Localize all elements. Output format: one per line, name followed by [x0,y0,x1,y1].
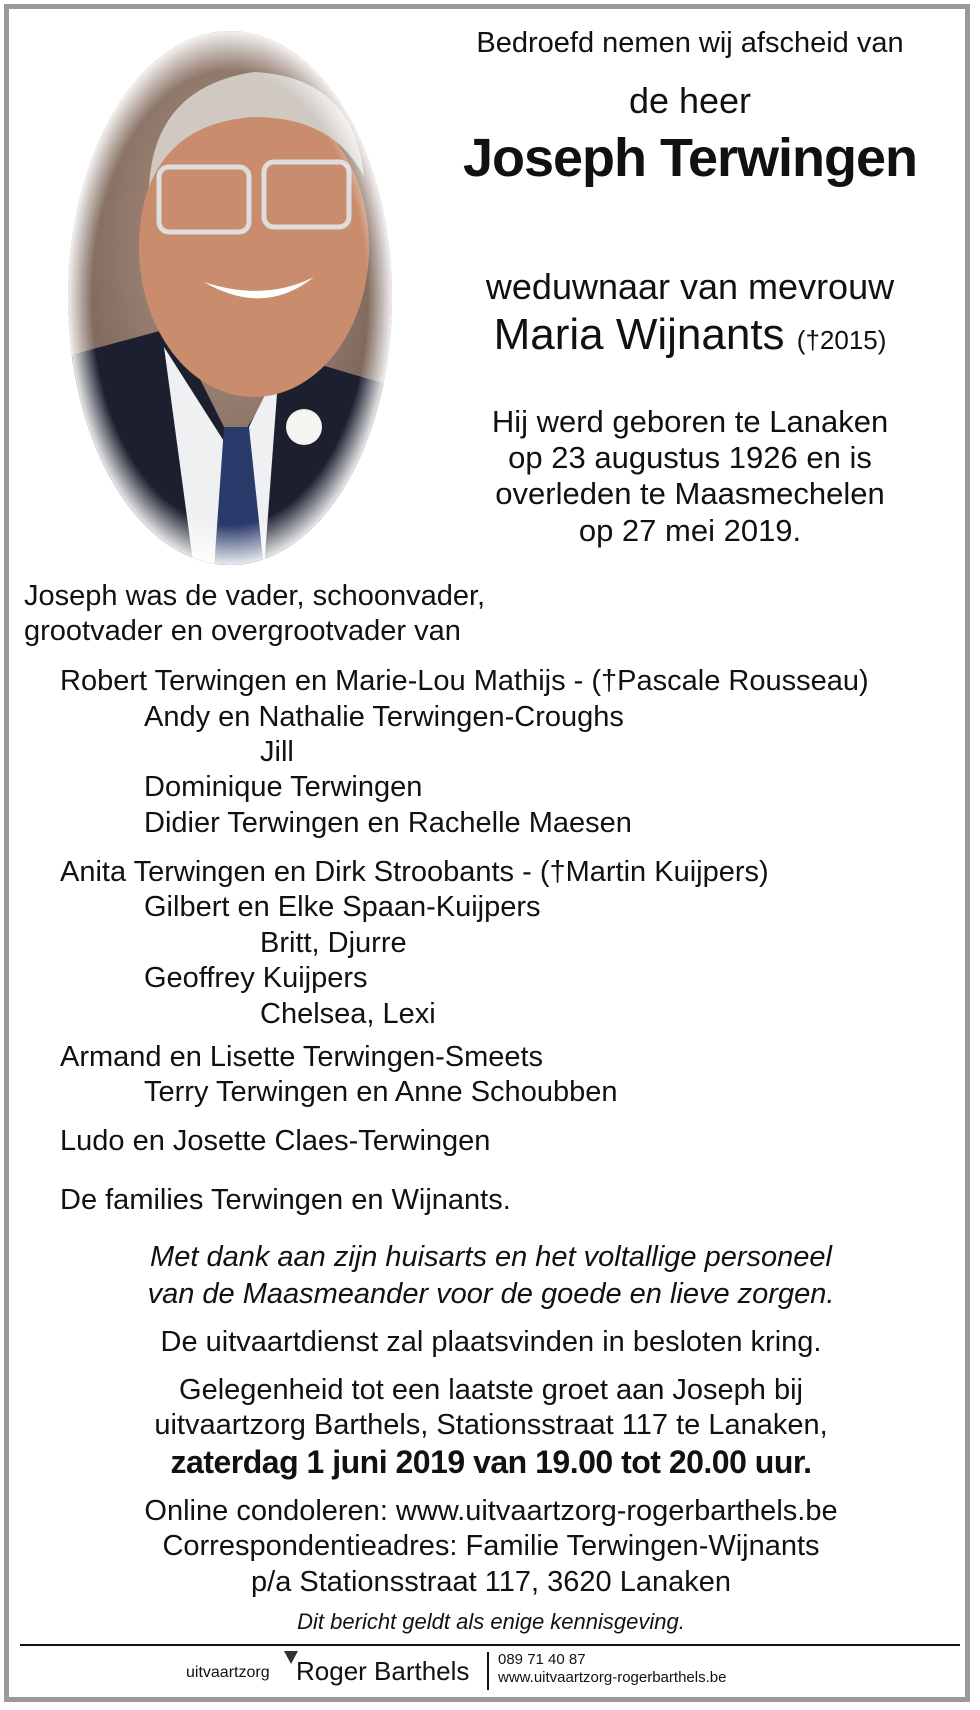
footer-divider [20,1644,960,1646]
service-text: De uitvaartdienst zal plaatsvinden in besloten kring. [160,1326,822,1358]
family-member: Terry Terwingen en Anne Schoubben [144,1076,618,1108]
postal-address: p/a Stationsstraat 117, 3620 Lanaken [251,1566,731,1598]
birth-line: op 27 mei 2019. [578,513,802,548]
family-member: Anita Terwingen en Dirk Stroobants - (†Martin Kuijpers) [60,856,769,888]
family-member: Ludo en Josette Claes-Terwingen [60,1125,491,1157]
family-intro-line: grootvader en overgrootvader van [24,615,461,647]
notice-text: Dit bericht geldt als enige kennisgeving. [297,1609,685,1634]
family-member: Geoffrey Kuijpers [144,962,368,994]
family-intro-line: Joseph was de vader, schoonvader, [24,580,486,612]
family-member: De families Terwingen en Wijnants. [60,1184,511,1216]
intro-text: Bedroefd nemen wij afscheid van [476,27,904,59]
spouse-death: (†2015) [796,325,887,355]
family-member: Robert Terwingen en Marie-Lou Mathijs - (†Pascale Rousseau) [60,665,869,697]
family-member: Jill [260,736,294,768]
thanks-line-2: van de Maasmeander voor de goede en lieve zorgen. [147,1278,835,1310]
visit-line-2: uitvaartzorg Barthels, Stationsstraat 117 te Lanaken, [154,1409,828,1441]
visit-date: zaterdag 1 juni 2019 van 19.00 tot 20.00 uur. [170,1444,812,1480]
thanks-line-1: Met dank aan zijn huisarts en het voltallige personeel [150,1241,832,1273]
footer-website[interactable]: www.uitvaartzorg-rogerbarthels.be [498,1669,727,1686]
family-member: Armand en Lisette Terwingen-Smeets [60,1041,544,1073]
portrait-photo [64,27,396,569]
birth-line: overleden te Maasmechelen [495,476,885,511]
family-member: Dominique Terwingen [144,771,423,803]
visit-line-1: Gelegenheid tot een laatste groet aan Joseph bij [179,1374,803,1406]
widower-text: weduwnaar van mevrouw [485,266,895,307]
family-member: Gilbert en Elke Spaan-Kuijpers [144,891,541,923]
spouse-name: Maria Wijnants [493,310,785,359]
correspondence-address: Correspondentieadres: Familie Terwingen-Wijnants [162,1530,820,1562]
footer-prefix: uitvaartzorg [186,1664,270,1681]
honorific: de heer [628,80,752,121]
family-member: Andy en Nathalie Terwingen-Croughs [144,701,624,733]
spouse-line [493,310,887,359]
birth-line: Hij werd geboren te Lanaken [491,404,889,439]
family-member: Didier Terwingen en Rachelle Maesen [144,807,632,839]
birth-line: op 23 augustus 1926 en is [508,440,872,475]
footer-separator [487,1652,489,1690]
deceased-name: Joseph Terwingen [462,128,918,188]
family-member: Britt, Djurre [260,927,407,959]
online-condolences: Online condoleren: www.uitvaartzorg-rogerbarthels.be [144,1495,838,1527]
family-member: Chelsea, Lexi [260,998,436,1030]
footer-phone: 089 71 40 87 [498,1651,586,1668]
footer-brand: Roger Barthels [296,1656,470,1686]
